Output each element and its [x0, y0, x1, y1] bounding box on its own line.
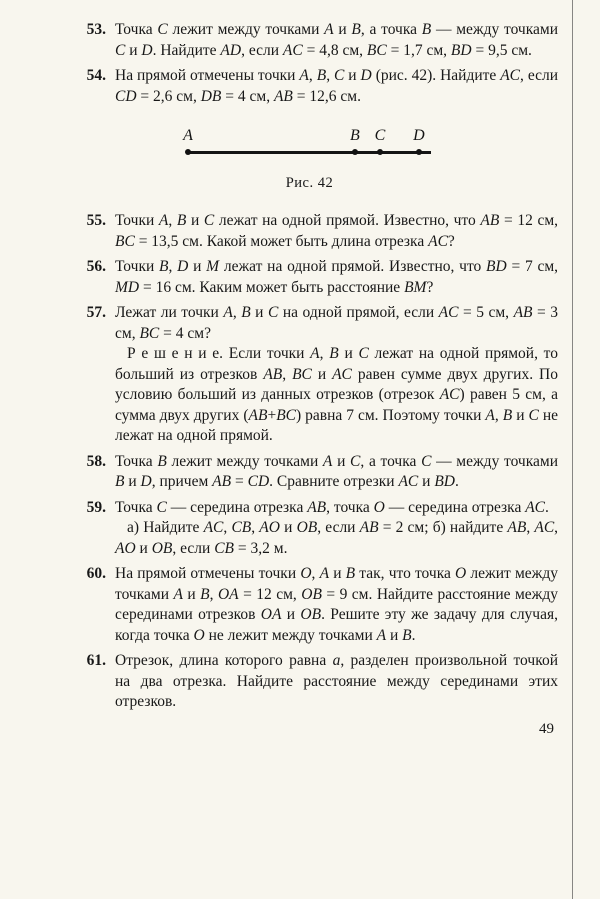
- problem-number: 61.: [86, 652, 106, 669]
- scan-edge-line: [572, 0, 573, 899]
- problem-number: 60.: [86, 565, 106, 582]
- problem-text: [115, 257, 558, 298]
- problem-text: [115, 66, 558, 107]
- point-dot-A: [185, 149, 191, 155]
- problem-paragraph: Отрезок, длина которого равна a, разделен произвольной точкой на два отрезка. Найдите расстояние между серединами этих отрезков.: [115, 652, 558, 710]
- page-content: [76, 20, 558, 738]
- point-dot-B: [352, 149, 358, 155]
- problem-paragraph: На прямой отмечены точки A, B, C и D (рис. 42). Найдите AC, если CD = 2,6 см, DB = 4 см, AB = 12,6 см.: [115, 67, 559, 105]
- problem-number: 56.: [86, 258, 106, 275]
- problem-56: [76, 257, 558, 298]
- problem-paragraph: Р е ш е н и е. Если точки A, B и C лежат на одной прямой, то больший из отрезков AB, BC и AC равен сумме двух других. По условию больший из данных отрезков (отрезок AC) равен 5 см, а сумма двух других (AB+BC) равна 7 см. Поэтому точки A, B и C не лежат на одной прямой.: [115, 345, 558, 444]
- problem-number: 55.: [86, 212, 106, 229]
- problem-paragraph: Точка C — середина отрезка AB, точка O — середина отрезка AC.: [115, 498, 549, 516]
- problem-number: 54.: [86, 67, 106, 84]
- point-dot-C: [377, 149, 383, 155]
- figure-caption: Рис. 42: [285, 175, 334, 191]
- problem-paragraph: а) Найдите AC, CB, AO и OB, если AB = 2 см; б) найдите AB, AC, AO и OB, если CB = 3,2 м.: [115, 519, 559, 557]
- problem-text: [115, 452, 558, 493]
- problem-61: [76, 651, 558, 713]
- problems-bottom-section: [76, 211, 558, 713]
- point-label-D: D: [413, 127, 425, 144]
- problem-paragraph: Лежат ли точки A, B и C на одной прямой, если AC = 5 см, AB = 3 см, BC = 4 см?: [115, 304, 559, 342]
- problem-60: [76, 564, 558, 646]
- problem-number: 59.: [86, 498, 106, 516]
- problem-number: 58.: [86, 452, 106, 470]
- point-dot-D: [416, 149, 422, 155]
- problem-paragraph: На прямой отмечены точки O, A и B так, что точка O лежит между точками A и B, OA = 12 см, OB = 9 см. Найдите расстояние между серединами отрезков OA и OB. Решите эту же задачу для случая, когда точка O не лежит между точками A и B.: [115, 565, 558, 644]
- problem-paragraph: Точки A, B и C лежат на одной прямой. Известно, что AB = 12 см, BC = 13,5 см. Какой может быть длина отрезка AC?: [115, 212, 559, 250]
- problem-59: [76, 498, 558, 560]
- problem-text: [115, 651, 558, 713]
- problem-paragraph: Точки B, D и M лежат на одной прямой. Известно, что BD = 7 см, MD = 16 см. Каким может быть расстояние BM?: [115, 258, 559, 296]
- page-number: 49: [539, 720, 554, 737]
- problem-paragraph: Точка C лежит между точками A и B, а точка B — между точками C и D. Найдите AD, если AC = 4,8 см, BC = 1,7 см, BD = 9,5 см.: [115, 21, 559, 59]
- problem-53: [76, 20, 558, 61]
- number-line: [183, 127, 431, 154]
- problem-54: [76, 66, 558, 107]
- point-label-C: C: [374, 127, 386, 144]
- point-label-B: B: [350, 127, 360, 144]
- problem-text: [115, 498, 558, 560]
- problem-paragraph: Точка B лежит между точками A и C, а точка C — между точками B и D, причем AB = CD. Сравните отрезки AC и BD.: [115, 452, 558, 490]
- problem-text: [115, 20, 558, 61]
- problem-55: [76, 211, 558, 252]
- problem-58: [76, 452, 558, 493]
- problem-text: [115, 564, 558, 646]
- problem-number: 53.: [86, 21, 106, 38]
- problem-text: [115, 303, 558, 447]
- problem-text: [115, 211, 558, 252]
- point-label-A: A: [183, 127, 193, 144]
- problems-top-section: [76, 20, 558, 107]
- figure-42: [76, 115, 558, 197]
- problem-number: 57.: [86, 304, 106, 321]
- problem-57: [76, 303, 558, 447]
